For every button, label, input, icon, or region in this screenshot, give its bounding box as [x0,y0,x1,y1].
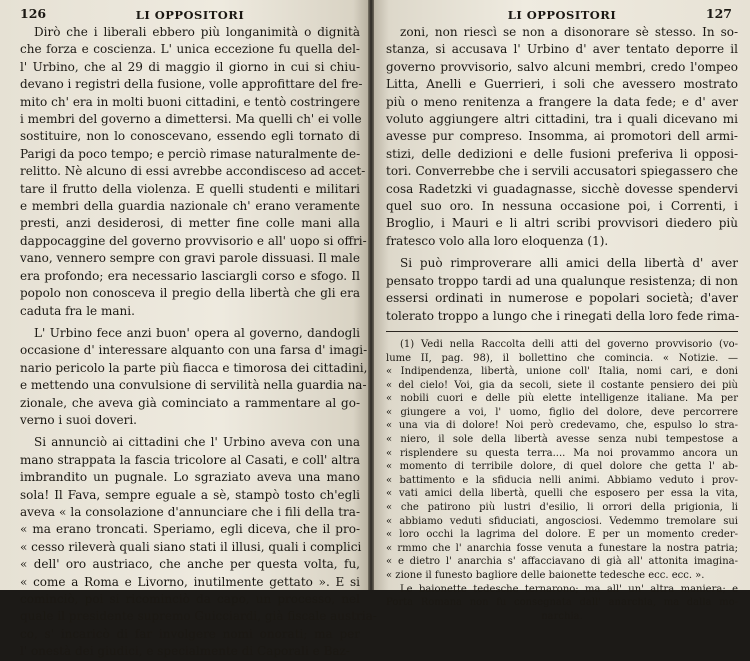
footnote-line: « una via di dolore! Noi però credevamo, che, espulso lo stra- [386,420,738,432]
text-line: era profondo; era necessario lasciargli corso e sfogo. Il [20,268,360,283]
paragraph [386,24,738,250]
footnote-line: Le baionette tedesche ternarono; ma all' un' altra maniera; e [400,583,738,595]
text-line: mito ch' era in molti buoni cittadini, e tentò costringere [20,94,360,109]
text-line: avesse pur compreso. Insomma, ai promotori dell armi- [386,129,738,144]
text-line: mano strappata la fascia tricolore al Casati, e coll' altra [20,452,360,467]
paragraph [20,325,368,429]
footnote-line: « abbiamo veduti sfiduciati, angosciosi. Vedemmo tremolare sui [386,515,738,527]
text-line: verno i suoi doveri. [20,412,137,427]
text-line: l' onestà dei giudici, e specialmente di Caporali e Baz- [20,644,350,659]
text-line: cosa Radetzki vi guadagnasse, sicchè dovesse spendervi [386,181,738,196]
text-line: « come a Roma e Livorno, inutilmente gettato ». E si [20,574,360,589]
text-line: Si può rimproverare alli amici della libertà d' aver [400,256,738,271]
text-line: l' Urbino, che al 29 di maggio il giorno in cui si chiu- [20,59,360,74]
text-line: pensato troppo tardi ad una qualunque resistenza; di non [386,273,738,288]
text-line: tori. Converrebbe che i servili accusatori spiegassero che [386,164,738,179]
text-line: più o meno renitenza a frangere la data fede; e d' aver [386,94,738,109]
footnote-line: Porta Romana non fu consegnata dall' anarchia, ma dalla mo- [386,597,738,609]
text-line: quale il presidente supremo Guicciardi, già fiscale austria- [20,609,377,624]
text-line: governo provvisorio, salvo alcuni membri, credo l'ompeo [386,59,738,74]
right-running-title: LI OPPOSITORI [507,8,617,22]
left-page-number: 126 [20,6,47,21]
text-line: relitto. Nè alcuno di essi avrebbe accondisceso ad accet- [20,164,366,179]
footnote-line: « momento di terribile dolore, di quel dolore che getta l' ab- [386,461,738,473]
text-line: popolo non conosceva il pregio della libertà che gli era [20,286,360,301]
footnote-line: « del cielo! Voi, gia da secoli, siete il costante pensiero dei più [386,379,738,391]
right-page [374,0,750,622]
footnote-line: « loro occhi la lagrima del dolore. E per un momento creder- [386,529,738,541]
text-line: « dell' oro austriaco, che anche per questa volta, fu, [20,557,360,572]
text-line: nario pericolo la parte più fiacca e timorosa dei cittadini, [20,360,368,375]
text-line: stanza, si accusava l' Urbino d' aver tentato deporre il [386,42,738,57]
text-line: stizi, delle dedizioni e delle fusioni preferiva li opposi- [386,146,738,161]
text-line: quel suo oro. In nessuna occasione poi, i Correnti, i [386,199,738,214]
right-page-body [386,24,738,325]
text-line: co, s' incaricò di far involgere nomi onorati; ma per [20,626,360,641]
footnote-line: « e dietro l' anarchia s' affacciavano di già all' attonita imagina- [386,556,738,568]
text-line: Si annunciò ai cittadini che l' Urbino aveva con una [34,435,360,450]
footnote [386,338,738,623]
footnote-line: « zione il funesto bagliore delle baionette tedesche ecc. ecc. ». [386,570,705,581]
text-line: aveva « la consolazione d'annunciare che i fili della tra- [20,504,360,519]
left-running-title: LI OPPOSITORI [135,8,245,22]
text-line: e membri della guardia nazionale ch' erano veramente [20,199,360,214]
text-line: Parigi da poco tempo; e perciò rimase naturalmente de- [20,146,361,161]
footnote-line: lume II, pag. 98), il bollettino che comincia. « Notizie. — [386,352,738,364]
left-page-body [20,24,377,661]
text-line: tolerato troppo a lungo che i rinegati della loro fede rima- [386,308,740,323]
footnote-line: narchia. [541,610,583,622]
text-line: e mettendo una convulsione di servilità nella guardia na- [20,378,367,393]
paragraph [20,24,367,320]
footnote-rule [386,331,738,332]
text-line: vano, vennero sempre con gravi parole dissuasi. Il male [20,251,360,266]
right-page-header [386,2,738,24]
text-line: essersi ordinati in numerose e popolari società; d'aver [386,291,738,306]
footnote-line: « risplendere su questa terra.... Ma noi provammo ancora un [386,447,738,459]
footnote-line: « nobili cuori e delle più elette intelligenze italiane. Ma per [386,393,738,405]
text-line: fratesco volo alla loro eloquenza (1). [386,233,609,248]
text-line: cominciò, poi si ricominciò da capo, un processo, nel [20,592,360,606]
paragraph [20,434,377,660]
footnote-line: « niero, il sole della libertà avesse senza nubi tempestose a [386,434,738,446]
left-page-header [20,2,360,24]
text-line: dappocaggine del governo provvisorio e all' uopo si offri- [20,233,367,248]
text-line: caduta fra le mani. [20,303,135,318]
text-line: zoni, non riescì se non a disonorare sè stesso. In so- [400,25,738,39]
text-line: devano i registri della fusione, volle approfittare del fre- [20,77,363,92]
text-line: zionale, che aveva già cominciato a rammentare al go- [20,395,360,410]
text-line: voluto aggiungere altri cittadini, tra i quali dicevano mi [386,112,738,127]
text-line: occasione d' interessare alquanto con una farsa d' imagi- [20,343,368,358]
text-line: imbrandito un pugnale. Lo sgraziato aveva una mano [20,470,360,485]
text-line: che forza e coscienza. L' unica eccezione fu quella del- [20,42,360,57]
text-line: presti, anzi desiderosi, di metter fine colle mani alla [20,216,360,231]
footnote-line: « che patirono più lustri d'esilio, li orrori della prigionia, li [386,502,738,514]
text-line: i membri del governo a dimettersi. Ma quelli ch' ei volle [20,112,362,127]
text-line: L' Urbino fece anzi buon' opera al governo, dandogli [34,325,360,340]
text-line: Broglio, i Mauri e li altri scribi provvisori diedero più [386,216,738,231]
right-page-number: 127 [705,6,732,21]
text-line: Dirò che i liberali ebbero più longanimità o dignità [34,25,360,39]
text-line: tare il frutto della violenza. E quelli studenti e militari [20,181,360,196]
footnote-line: « rmmo che l' anarchia fosse venuta a funestare la nostra patria; [386,542,738,554]
footnote-line: (1) Vedi nella Raccolta delli atti del governo provvisorio (vo- [400,338,738,350]
paragraph [386,255,738,325]
footnote-line: « vati amici della libertà, quelli che esposero per essa la vita, [386,488,738,500]
text-line: sola! Il Fava, sempre eguale a sè, stampò tosto ch'egli [20,487,360,502]
text-line: « cesso rileverà quali siano stati il illusi, quali i complici [20,539,362,554]
text-line: « ma erano troncati. Speriamo, egli diceva, che il pro- [20,522,360,537]
footnote-line: « battimento e la sfiducia nelli animi. Abbiamo veduto i prov- [386,474,738,486]
text-line: Litta, Anelli e Guerrieri, i soli che avessero mostrato [386,77,738,92]
footnote-line: « Indipendenza, libertà, unione coll' Italia, nomi cari, e doni [386,366,738,378]
text-line: sostituire, non lo conoscevano, essendo egli tornato di [20,129,360,144]
footnote-line: « giungere a voi, l' uomo, figlio del dolore, deve percorrere [386,406,738,418]
